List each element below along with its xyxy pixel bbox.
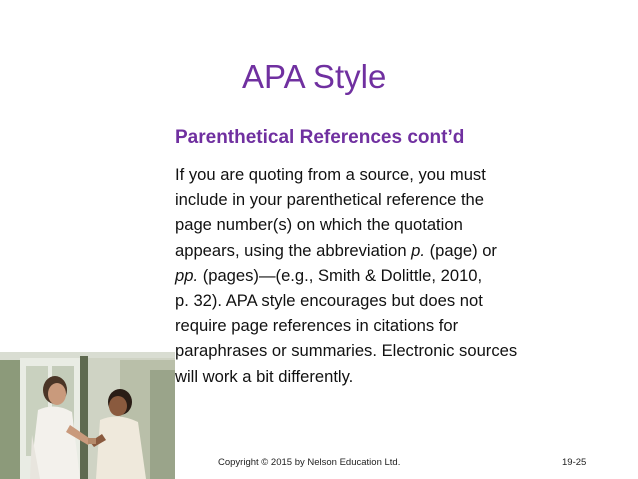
body-line: If you are quoting from a source, you must — [175, 165, 486, 184]
body-line: include in your parenthetical reference the — [175, 190, 485, 210]
body-line: page number(s) on which the quotation — [175, 215, 463, 235]
copyright-notice: Copyright © 2015 by Nelson Education Ltd. — [218, 457, 401, 468]
body-line — [175, 238, 585, 263]
slide-title: APA Style — [242, 58, 387, 95]
page-number: 19-25 — [562, 457, 587, 468]
slide-subtitle: Parenthetical References cont’d — [175, 127, 465, 148]
handshake-photo — [0, 350, 175, 479]
body-line: p. 32). APA style encourages but does not — [175, 291, 483, 311]
body-line — [175, 263, 585, 288]
body-paragraph — [175, 162, 585, 389]
body-text-fragment: appears, using the abbreviation — [175, 240, 412, 260]
body-line: paraphrases or summaries. Electronic sources — [175, 341, 518, 361]
abbreviation-pp: pp. — [175, 265, 199, 285]
handshake-photo-icon — [0, 350, 175, 479]
body-text-fragment: (page) or — [425, 240, 497, 260]
body-line: will work a bit differently. — [175, 366, 354, 386]
abbreviation-p: p. — [411, 240, 426, 260]
body-text-fragment: (pages)—(e.g., Smith & Dolittle, 2010, — [198, 265, 483, 285]
body-line: require page references in citations for — [175, 316, 459, 336]
